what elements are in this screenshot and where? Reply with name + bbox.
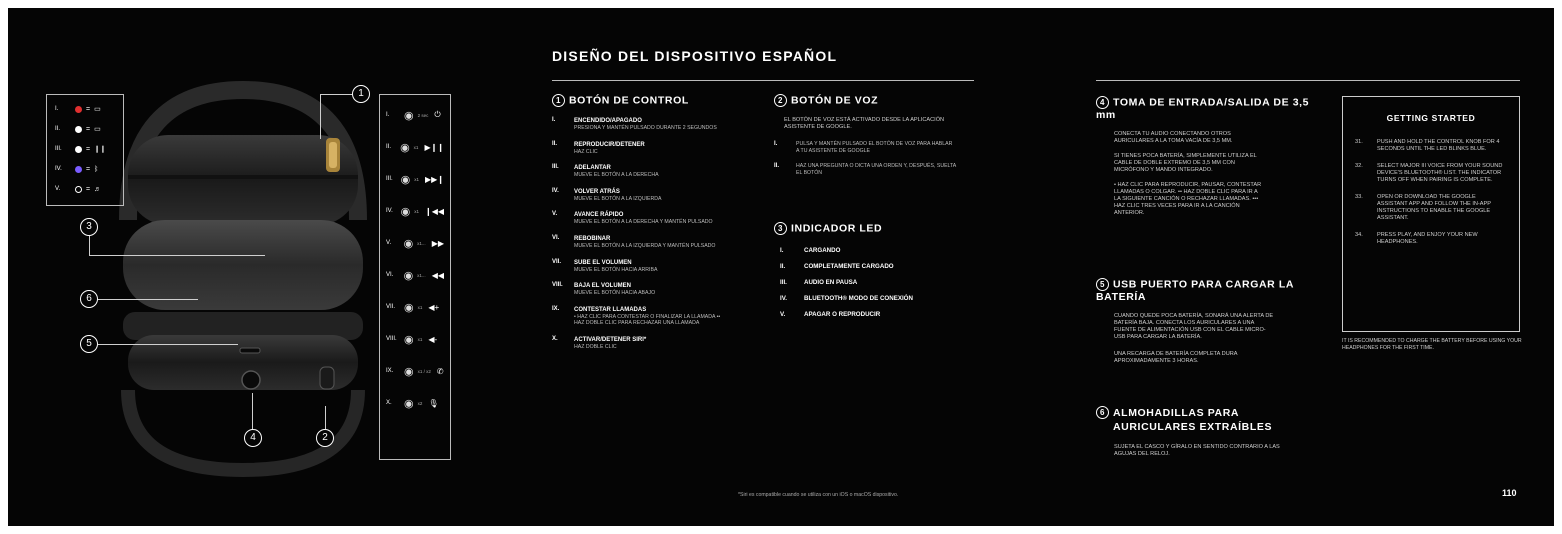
volume-down-icon: ◀- [428,334,438,344]
pads-heading-text: ALMOHADILLAS PARA AURICULARES EXTRAÍBLES [1113,407,1273,433]
button-legend-num: V. [386,240,392,246]
voice-num: 2 [774,94,787,107]
play-pause-icon: ▶❙❙ [424,142,444,152]
led-legend-sep: = [86,105,91,113]
button-legend-num: IV. [386,208,393,214]
control-item-body [574,117,724,132]
button-legend-row [386,387,444,419]
jack-num: 4 [1096,96,1109,109]
control-item-num: I. [552,117,556,123]
led-item-text: APAGAR O REPRODUCIR [804,311,881,318]
control-item [552,336,772,351]
led-legend-box [46,94,124,206]
usb-p2: UNA RECARGA DE BATERÍA COMPLETA DURA APROXIMADAMENTE 3 HORAS. [1114,351,1238,364]
button-legend-press: x1 [413,144,419,150]
jack-p3: • HAZ CLIC PARA REPRODUCIR, PAUSAR, CONTESTAR LLAMADAS O COLGAR. •• HAZ DOBLE CLIC PARA IR A LA SIGUIENTE CANCIÓN O RECHAZAR LLAMADAS. ••• HAZ CLIC TRES VECES PARA IR A LA CANCIÓN ANTERIOR. [1114,182,1262,216]
led-legend-sep: = [86,125,91,133]
voice-item-text: HAZ UNA PREGUNTA O DICTA UNA ORDEN Y, DESPUÉS, SUELTA EL BOTÓN [796,163,956,176]
knob-icon: ◉ [404,109,414,122]
step-num: 34. [1355,232,1363,238]
knob-icon: ◉ [404,365,414,378]
pads-num: 6 [1096,406,1109,419]
jack-p1: CONECTA TU AUDIO CONECTANDO OTROS AURICULARES A LA TOMA VACÍA DE 3,5 MM. [1114,131,1233,144]
button-legend-row [386,99,444,131]
getting-started-steps [1355,139,1507,246]
usb-heading-text: USB PUERTO PARA CARGAR LA BATERÍA [1096,278,1294,303]
control-item-num: VII. [552,258,562,265]
led-items [780,247,964,318]
power-icon: ⏻ [434,110,441,119]
control-item-body [574,259,724,274]
voice-item [774,163,964,176]
button-legend-row [386,163,444,195]
voice-item-num: II. [774,163,780,170]
battery-full-icon: ▭ [94,126,101,133]
led-item [780,279,964,286]
led-item-num: III. [780,279,787,286]
control-item-body [574,211,724,226]
led-heading-text: INDICADOR LED [791,222,883,235]
callout-4: 4 [244,429,262,447]
button-legend-num: II. [386,144,392,150]
button-legend-press: x1... [417,272,426,278]
control-item [552,306,772,327]
button-legend-row [386,227,444,259]
knob-icon: ◉ [400,173,411,186]
led-legend-num: II. [55,126,61,132]
control-item [552,164,772,179]
knob-icon: ◉ [403,269,414,282]
led-legend-num: V. [55,186,61,192]
led-legend-row [55,99,115,119]
led-num: 3 [774,222,787,235]
control-item-desc: MUEVE EL BOTÓN A LA DERECHA Y MANTÉN PULSADO [574,219,713,226]
callout-line-1v [320,94,321,139]
led-legend-sep: = [86,145,91,153]
step-num: 31. [1355,139,1363,145]
control-item-body [574,141,724,156]
control-item-desc: MUEVE EL BOTÓN HACIA ARRIBA [574,266,658,273]
siri-mic-icon: 🎙 [428,398,439,408]
getting-started-box [1342,96,1520,332]
control-item [552,117,772,132]
led-item-num: II. [780,263,786,270]
voice-intro: EL BOTÓN DE VOZ ESTÁ ACTIVADO DESDE LA APLICACIÓN ASISTENTE DE GOOGLE. [784,117,945,130]
led-item [780,263,964,270]
led-legend-list [55,99,115,199]
led-legend-row [55,119,115,139]
button-legend-row [386,259,444,291]
callout-line-1 [320,94,352,95]
led-legend-row [55,179,115,199]
led-legend-num: I. [55,106,59,112]
knob-icon: ◉ [403,237,414,250]
control-item-title: VOLVER ATRÁS [574,188,620,195]
control-item-title: REPRODUCIR/DETENER [574,141,645,148]
jack-heading [1096,96,1326,121]
step-text: PRESS PLAY, AND ENJOY YOUR NEW HEADPHONES. [1377,232,1478,245]
control-item-desc: MUEVE EL BOTÓN A LA IZQUIERDA Y MANTÉN PULSADO [574,242,716,249]
answer-call-icon: ✆ [436,366,444,376]
callout-line-5 [98,344,238,345]
voice-heading [774,94,964,107]
footnote: *Siri es compatible cuando se utiliza con un iOS o macOS dispositivo. [738,492,899,498]
control-item-body [574,188,724,203]
pads-heading [1096,406,1326,434]
callout-1: 1 [352,85,370,103]
led-dot [75,146,82,153]
led-legend-num: IV. [55,166,62,172]
control-item-title: ACTIVAR/DETENER SIRI* [574,336,647,343]
jack-heading-text: TOMA DE ENTRADA/SALIDA DE 3,5 mm [1096,96,1310,121]
previous-track-icon: ❙◀◀ [424,206,444,216]
control-item-num: VI. [552,234,560,241]
step-text: PUSH AND HOLD THE CONTROL KNOB FOR 4 SECONDS UNTIL THE LED BLINKS BLUE. [1377,139,1500,152]
led-item-text: AUDIO EN PAUSA [804,279,858,286]
button-legend-press: x1... [417,240,426,246]
getting-started-step [1355,139,1507,153]
led-dot [75,166,82,173]
manual-page [8,8,1554,526]
usb-num: 5 [1096,278,1109,291]
callout-line-3h [89,255,265,256]
voice-section [774,94,964,185]
control-item-desc: PRESIONA Y MANTÉN PULSADO DURANTE 2 SEGUNDOS [574,125,717,131]
control-item-title: CONTESTAR LLAMADAS [574,306,647,313]
control-item-desc: MUEVE EL BOTÓN A LA IZQUIERDA [574,195,662,202]
usb-section [1096,278,1326,365]
callout-5: 5 [80,335,98,353]
callout-line-4 [252,393,253,429]
led-heading [774,222,964,235]
button-legend-row [386,323,444,355]
led-item-num: IV. [780,295,787,302]
callout-3: 3 [80,218,98,236]
button-legend-press: x2 [417,400,423,406]
usb-heading [1096,278,1326,303]
jack-p2: SI TIENES POCA BATERÍA, SIMPLEMENTE UTILIZA EL CABLE DE DOBLE EXTREMO DE 3,5 MM CON MICRÓFONO Y MANDO INTEGRADO. [1114,153,1257,173]
callout-line-6 [98,299,198,300]
button-legend-press: x1 [414,176,419,182]
button-legend-press: x1 / x2 [417,368,431,374]
led-item-text: BLUETOOTH® MODO DE CONEXIÓN [804,295,913,302]
control-item-num: III. [552,164,559,171]
button-legend-num: VII. [386,304,396,310]
control-item-body [574,164,724,179]
led-item [780,311,964,318]
control-item-title: REBOBINAR [574,235,611,242]
getting-started-heading: GETTING STARTED [1386,113,1476,123]
led-item-text: COMPLETAMENTE CARGADO [804,263,894,270]
button-legend-press: x1 [417,304,423,310]
button-legend-press: x1 [417,336,423,342]
callout-2: 2 [316,429,334,447]
control-item-num: IX. [552,305,560,312]
button-legend-num: IX. [386,368,394,374]
control-item-body [574,336,724,351]
control-item-num: II. [552,140,558,147]
knob-icon: ◉ [400,141,410,154]
led-item-num: V. [780,311,786,318]
button-legend-num: I. [386,112,390,118]
button-legend-row [386,195,444,227]
led-item-text: CARGANDO [804,247,841,254]
button-legend-row [386,291,444,323]
getting-started-step [1355,232,1507,246]
button-legend-row [386,131,444,163]
bluetooth-icon: ᛒ [94,165,99,173]
control-item-desc: • HAZ CLIC PARA CONTESTAR O FINALIZAR LA LLAMADA •• HAZ DOBLE CLIC PARA RECHAZAR UNA LLAMADA [574,313,721,327]
voice-item-text: PULSA Y MANTÉN PULSADO EL BOTÓN DE VOZ PARA HABLAR A TU ASISTENTE DE GOOGLE [796,141,953,154]
control-item-num: X. [552,335,558,342]
control-item-body [574,235,724,250]
led-item [780,295,964,302]
led-item-num: I. [780,247,784,254]
pause-icon: ❙❙ [94,146,106,153]
voice-item-num: I. [774,141,778,147]
knob-icon: ◉ [404,397,414,410]
control-item-num: V. [552,211,558,218]
led-section [774,222,964,327]
button-legend-num: X. [386,400,392,406]
getting-started-note: IT IS RECOMMENDED TO CHARGE THE BATTERY BEFORE USING YOUR HEADPHONES FOR THE FIRST TIME. [1342,338,1522,351]
control-item-desc: MUEVE EL BOTÓN HACIA ABAJO [574,290,656,297]
button-legend-press: x1 [414,208,419,214]
control-item [552,282,772,297]
callout-6: 6 [80,290,98,308]
callout-line-3v [89,236,90,256]
led-legend-num: III. [55,146,62,152]
callout-line-2 [325,406,326,429]
control-item-title: SUBE EL VOLUMEN [574,259,632,266]
voice-heading-text: BOTÓN DE VOZ [791,94,879,107]
knob-icon: ◉ [400,205,411,218]
button-legend-box [379,94,451,460]
control-section [552,94,772,360]
led-dot [75,106,82,113]
voice-items [774,141,964,176]
control-item-title: AVANCE RÁPIDO [574,212,624,219]
control-item [552,259,772,274]
voice-item [774,141,964,154]
control-item-body [574,306,724,327]
control-item-title: BAJA EL VOLUMEN [574,283,632,290]
volume-up-icon: ◀+ [428,302,440,312]
control-item-desc: HAZ DOBLE CLIC [574,343,617,350]
getting-started-step [1355,163,1507,184]
step-text: OPEN OR DOWNLOAD THE GOOGLE ASSISTANT APP AND FOLLOW THE IN-APP INSTRUCTIONS TO ENABLE THE GOOGLE ASSISTANT. [1377,194,1491,221]
headphone-earcup-drawing [108,80,378,480]
control-heading-text: BOTÓN DE CONTROL [569,94,689,107]
led-legend-row [55,139,115,159]
usb-p1: CUANDO QUEDE POCA BATERÍA, SONARÁ UNA ALERTA DE BATERÍA BAJA. CONECTA LOS AURICULARES A UNA FUENTE DE ALIMENTACIÓN USB CON EL CABLE MICRO-USB PARA CARGAR LA BATERÍA. [1114,313,1274,340]
headphone-illustration [108,80,378,480]
knob-icon: ◉ [404,301,414,314]
control-item [552,211,772,226]
control-item-body [574,282,724,297]
button-legend-list [386,99,444,419]
title-rule [552,80,974,81]
control-item-num: IV. [552,187,559,194]
battery-charging-icon: ▭ [94,106,101,113]
button-legend-num: VI. [386,272,394,278]
rewind-icon: ◀◀ [431,270,444,280]
getting-started-step [1355,194,1507,222]
step-text: SELECT MAJOR III VOICE FROM YOUR SOUND DEVICE'S BLUETOOTH® LIST. THE INDICATOR TURNS OFF WHEN PAIRING IS COMPLETE. [1377,163,1503,183]
control-item [552,188,772,203]
step-num: 32. [1355,163,1363,169]
control-item-title: ENCENDIDO/APAGADO [574,118,642,124]
control-item [552,235,772,250]
button-legend-row [386,355,444,387]
control-item-title: ADELANTAR [574,165,611,172]
button-legend-num: VIII. [386,336,397,342]
control-item [552,141,772,156]
page-title: DISEÑO DEL DISPOSITIVO ESPAÑOL [552,48,838,64]
led-dot [75,186,82,193]
button-legend-press: 2 sec [417,112,429,118]
control-items [552,117,772,351]
control-item-desc: HAZ CLIC [574,148,598,155]
jack-section [1096,96,1326,217]
led-legend-sep: = [86,185,91,193]
led-legend-sep: = [86,165,91,173]
control-heading [552,94,772,107]
pads-p1: SUJETA EL CASCO Y GÍRALO EN SENTIDO CONTRARIO A LAS AGUJAS DEL RELOJ. [1114,444,1280,457]
button-legend-num: III. [386,176,393,182]
page-number: 110 [1502,488,1517,498]
led-item [780,247,964,254]
led-dot [75,126,82,133]
control-num: 1 [552,94,565,107]
next-track-icon: ▶▶❙ [424,174,444,184]
control-item-desc: MUEVE EL BOTÓN A LA DERECHA [574,172,659,179]
led-legend-row [55,159,115,179]
step-num: 33. [1355,194,1363,200]
play-music-icon: ♬ [94,185,102,193]
knob-icon: ◉ [404,333,414,346]
fast-forward-icon: ▶▶ [431,238,444,248]
pads-section [1096,406,1326,458]
right-rule [1096,80,1520,81]
control-item-num: VIII. [552,282,563,289]
